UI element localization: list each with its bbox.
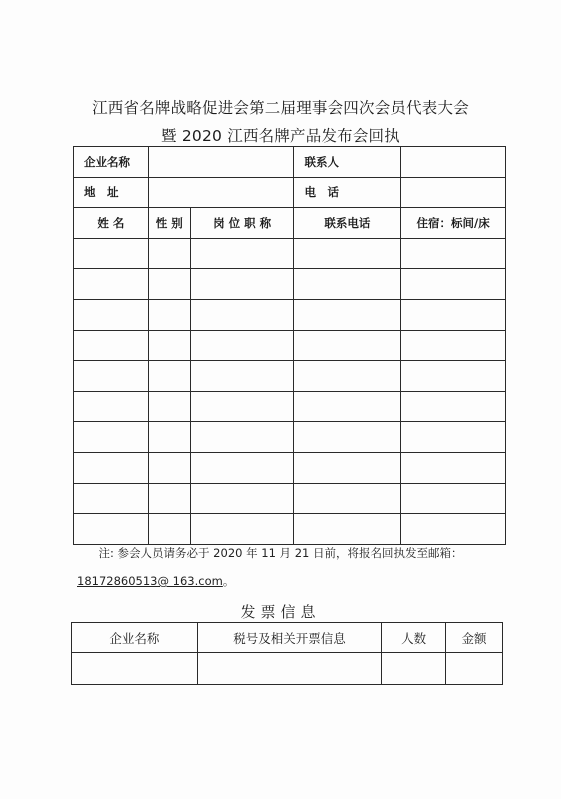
attendee-row [74, 269, 506, 300]
attendee-cell[interactable] [74, 422, 149, 453]
attendee-cell[interactable] [148, 514, 190, 545]
column-position: 岗 位 职 称 [190, 208, 294, 239]
phone-label: 电 话 [294, 177, 401, 208]
attendee-cell[interactable] [148, 391, 190, 422]
attendee-cell[interactable] [74, 238, 149, 269]
attendee-cell[interactable] [74, 299, 149, 330]
attendee-cell[interactable] [190, 361, 294, 392]
attendee-row [74, 452, 506, 483]
address-row [74, 177, 506, 208]
attendee-cell[interactable] [401, 361, 506, 392]
invoice-column-count: 人数 [382, 623, 446, 653]
attendee-cell[interactable] [190, 422, 294, 453]
attendee-row [74, 238, 506, 269]
company-name-field[interactable] [148, 147, 294, 178]
invoice-header-row [72, 623, 503, 653]
invoice-count-cell[interactable] [382, 653, 446, 685]
attendee-cell[interactable] [148, 483, 190, 514]
attendee-cell[interactable] [294, 483, 401, 514]
column-contact-phone: 联系电话 [294, 208, 401, 239]
attendee-cell[interactable] [401, 483, 506, 514]
invoice-table [71, 622, 503, 685]
attendee-cell[interactable] [148, 238, 190, 269]
attendee-row [74, 483, 506, 514]
address-label: 地 址 [74, 177, 149, 208]
attendee-cell[interactable] [401, 514, 506, 545]
invoice-tax-info-cell[interactable] [197, 653, 382, 685]
column-gender: 性 别 [148, 208, 190, 239]
attendee-cell[interactable] [401, 391, 506, 422]
attendee-cell[interactable] [294, 452, 401, 483]
attendee-row [74, 330, 506, 361]
attendee-cell[interactable] [294, 238, 401, 269]
attendee-row [74, 361, 506, 392]
attendee-cell[interactable] [190, 514, 294, 545]
attendee-cell[interactable] [401, 299, 506, 330]
attendee-cell[interactable] [74, 391, 149, 422]
attendee-cell[interactable] [74, 514, 149, 545]
attendee-cell[interactable] [401, 238, 506, 269]
registration-table [73, 146, 506, 545]
attendee-row [74, 514, 506, 545]
attendee-cell[interactable] [148, 299, 190, 330]
attendee-cell[interactable] [148, 330, 190, 361]
deadline-note: 注: 参会人员请务必于 2020 年 11 月 21 日前，将报名回执发至邮箱： [98, 546, 463, 560]
invoice-amount-cell[interactable] [446, 653, 503, 685]
attendee-cell[interactable] [74, 483, 149, 514]
attendee-cell[interactable] [401, 269, 506, 300]
attendee-cell[interactable] [148, 361, 190, 392]
email-line [77, 573, 234, 589]
attendee-cell[interactable] [294, 422, 401, 453]
attendee-cell[interactable] [190, 299, 294, 330]
column-accommodation: 住宿：标间/床 [401, 208, 506, 239]
attendee-cell[interactable] [401, 330, 506, 361]
attendee-header-row [74, 208, 506, 239]
attendee-cell[interactable] [74, 361, 149, 392]
attendee-cell[interactable] [190, 238, 294, 269]
attendee-cell[interactable] [401, 452, 506, 483]
attendee-cell[interactable] [148, 452, 190, 483]
invoice-company-cell[interactable] [72, 653, 198, 685]
attendee-cell[interactable] [74, 452, 149, 483]
attendee-cell[interactable] [294, 361, 401, 392]
address-field[interactable] [148, 177, 294, 208]
attendee-cell[interactable] [401, 422, 506, 453]
attendee-cell[interactable] [190, 452, 294, 483]
attendee-row [74, 299, 506, 330]
attendee-cell[interactable] [190, 269, 294, 300]
contact-person-field[interactable] [401, 147, 506, 178]
attendee-cell[interactable] [190, 483, 294, 514]
attendee-cell[interactable] [294, 269, 401, 300]
attendee-row [74, 391, 506, 422]
attendee-cell[interactable] [190, 391, 294, 422]
document-title-line2: 暨 2020 江西名牌产品发布会回执 [161, 127, 400, 145]
invoice-column-amount: 金额 [446, 623, 503, 653]
attendee-cell[interactable] [294, 514, 401, 545]
attendee-cell[interactable] [190, 330, 294, 361]
attendee-cell[interactable] [294, 330, 401, 361]
phone-field[interactable] [401, 177, 506, 208]
attendee-cell[interactable] [148, 269, 190, 300]
contact-person-label: 联系人 [294, 147, 401, 178]
attendee-cell[interactable] [148, 422, 190, 453]
attendee-cell[interactable] [74, 330, 149, 361]
document-title-line1: 江西省名牌战略促进会第二届理事会四次会员代表大会 [92, 99, 469, 117]
attendee-rows [74, 238, 506, 544]
invoice-section-title: 发票信息 [240, 603, 321, 621]
attendee-row [74, 422, 506, 453]
email-end-punct: 。 [222, 574, 235, 588]
attendee-cell[interactable] [294, 391, 401, 422]
company-name-label: 企业名称 [74, 147, 149, 178]
invoice-entry-row [72, 653, 503, 685]
column-name: 姓 名 [74, 208, 149, 239]
attendee-cell[interactable] [294, 299, 401, 330]
email-address[interactable]: 18172860513@ 163.com [77, 574, 223, 588]
company-row [74, 147, 506, 178]
invoice-column-tax-info: 税号及相关开票信息 [197, 623, 382, 653]
invoice-column-company: 企业名称 [72, 623, 198, 653]
attendee-cell[interactable] [74, 269, 149, 300]
